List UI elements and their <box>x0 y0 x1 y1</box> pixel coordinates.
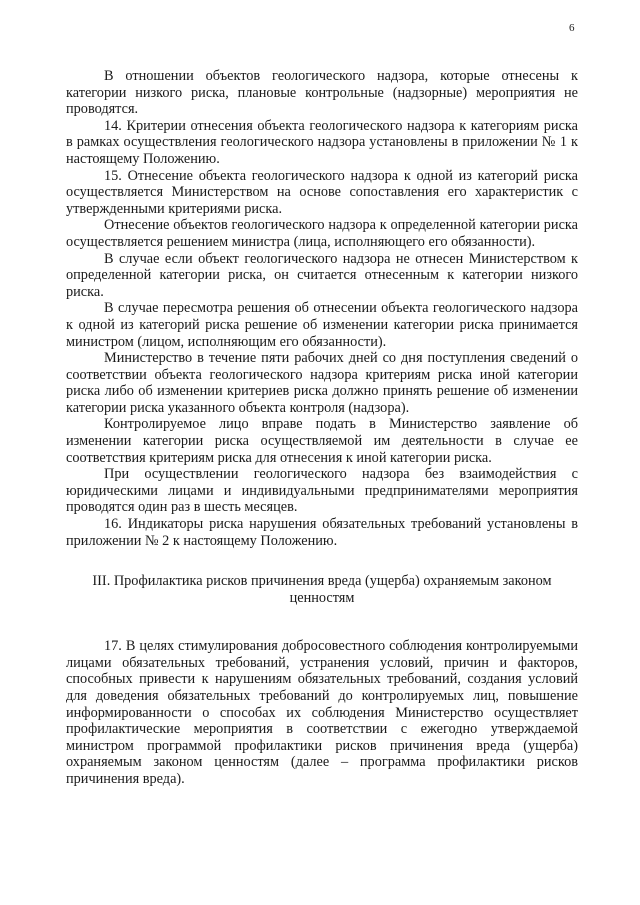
paragraph-15: 15. Отнесение объекта геологического надзора к одной из категорий риска осуществляется Министерством на основе сопоставления его характеристик с утвержденными критериями риска. <box>66 167 578 217</box>
paragraph-17: 17. В целях стимулирования добросовестного соблюдения контролируемыми лицами обязательных требований, устранения условий, причин и факторов, способных привести к нарушениям обязательных требований, создания условий для доведения обязательных требований до контролируемых лиц, повышение информированности о способах их соблюдения Министерство осуществляет профилактические мероприятия в соответствии с ежегодно утверждаемой министром программой профилактики рисков причинения вреда (ущерба) охраняемым законом ценностям (далее – программа профилактики рисков причинения вреда). <box>66 638 578 787</box>
paragraph-application: Контролируемое лицо вправе подать в Министерство заявление об изменении категории риска осуществляемой им деятельности в случае ее соответствия критериям риска для отнесения к иной категории риска. <box>66 416 578 466</box>
paragraph-review: В случае пересмотра решения об отнесении объекта геологического надзора к одной из категорий риска решение об изменении категории риска принимается министром (лицом, исполняющим его обязанности). <box>66 300 578 350</box>
paragraph-five-days: Министерство в течение пяти рабочих дней со дня поступления сведений о соответствии объекта геологического надзора критериям риска иной категории риска либо об изменении критериев риска должно принять решение об изменении категории риска указанного объекта контроля (надзора). <box>66 350 578 416</box>
paragraph-six-months: При осуществлении геологического надзора без взаимодействия с юридическими лицами и индивидуальными предпринимателями мероприятия проводятся один раз в шесть месяцев. <box>66 466 578 516</box>
paragraph-low-risk: В отношении объектов геологического надзора, которые отнесены к категории низкого риска, плановые контрольные (надзорные) мероприятия не проводятся. <box>66 68 578 118</box>
paragraph-14: 14. Критерии отнесения объекта геологического надзора к категориям риска в рамках осуществления геологического надзора установлены в приложении № 1 к настоящему Положению. <box>66 117 578 167</box>
paragraph-risk-decision: Отнесение объектов геологического надзора к определенной категории риска осуществляется решением министра (лица, исполняющего его обязанности). <box>66 217 578 250</box>
section-title: III. Профилактика рисков причинения вреда (ущерба) охраняемым законом ценностям <box>92 573 552 607</box>
paragraph-default-low-risk: В случае если объект геологического надзора не отнесен Министерством к определенной категории риска, он считается отнесенным к категории низкого риска. <box>66 250 578 300</box>
page-number: 6 <box>569 22 575 34</box>
paragraph-16: 16. Индикаторы риска нарушения обязательных требований установлены в приложении № 2 к настоящему Положению. <box>66 516 578 549</box>
